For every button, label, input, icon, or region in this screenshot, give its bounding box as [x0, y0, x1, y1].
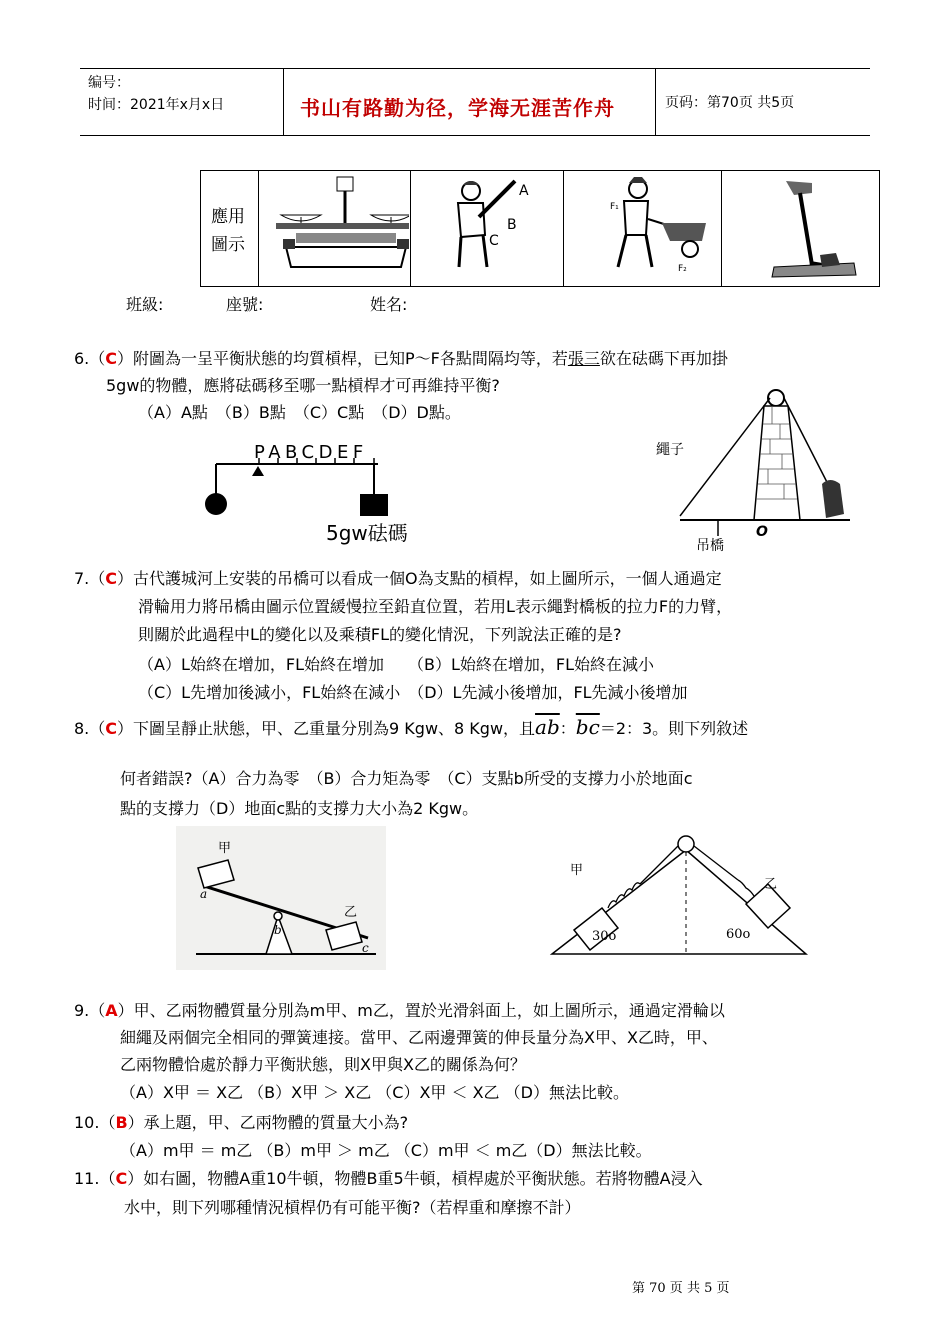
page-footer: 第 70 页 共 5 页	[632, 1281, 730, 1296]
q6-line2: 5gw的物體，應將砝碼移至哪一點槓桿才可再維持平衡?	[106, 376, 500, 395]
q7-answer: C	[105, 569, 118, 588]
q6-name: 張三	[567, 349, 600, 368]
label-yi: 乙	[344, 905, 358, 920]
weight-label: 5gw砝碼	[326, 521, 408, 545]
q8-line1: 8.（C）下圖呈靜止狀態，甲、乙重量分別為9 Kgw、8 Kgw，且$\overline{ab}$：$\overline{bc}=2$：3。則下列敘述	[74, 715, 749, 739]
segment-ab: $\overline{ab}$	[535, 715, 560, 739]
lever-point-labels: PABCDEF	[254, 442, 368, 463]
label-a: a	[200, 887, 208, 901]
q8-line3: 點的支撐力（D）地面c點的支撐力大小為2 Kgw。	[120, 799, 479, 818]
q6-line1: 6.（C）附圖為一呈平衡狀態的均質槓桿，已知P～F各點間隔均等，若張三欲在砝碼下再加掛	[74, 349, 728, 368]
header-divider	[283, 68, 284, 135]
crowbar-image	[724, 175, 876, 281]
label-b: b	[274, 923, 282, 937]
q7-options-2: （C）L先增加後減小，FL始終在減小 （D）L先減小後增加，FL先減小後增加	[138, 683, 688, 702]
label-jia: 甲	[218, 841, 232, 856]
q7-line3: 則關於此過程中L的變化以及乘積FL的變化情況，下列說法正確的是?	[138, 625, 622, 644]
q7-line1: 7.（C）古代護城河上安裝的吊橋可以看成一個O為支點的槓桿，如上圖所示，一個人通過定	[74, 569, 722, 588]
class-label: 班級:	[126, 295, 164, 314]
segment-bc: $\overline{bc}$	[575, 715, 600, 739]
incline-label-yi: 乙	[764, 877, 778, 892]
header-divider	[655, 68, 656, 135]
header-motto: 书山有路勤为径，学海无涯苦作舟	[300, 96, 615, 120]
angle-60-label: 60o	[726, 927, 751, 942]
q9-line3: 乙兩物體恰處於靜力平衡狀態，則X甲與X乙的關係為何？	[120, 1055, 526, 1074]
table-row-label: 應用 圖示	[211, 207, 245, 255]
label-F2: F₂	[678, 264, 687, 274]
incline-pulley-figure	[546, 826, 812, 962]
drawbridge-figure	[650, 384, 870, 556]
label-F1: F₁	[610, 202, 619, 212]
label-C: C	[489, 233, 499, 249]
q9-options: （A）X甲 ＝ X乙 （B）X甲 ＞ X乙 （C）X甲 ＜ X乙 （D）無法比較。	[120, 1083, 629, 1102]
header-top-rule	[80, 68, 870, 69]
q11-line1: 11.（C）如右圖，物體A重10牛頓，物體B重5牛頓，槓桿處於平衡狀態。若將物體A浸入	[74, 1169, 703, 1188]
q9-answer: A	[105, 1001, 118, 1020]
q9-line2: 細繩及兩個完全相同的彈簧連接。當甲、乙兩邊彈簧的伸長量分為X甲、X乙時，甲、	[120, 1028, 718, 1047]
q11-line2: 水中，則下列哪種情況槓桿仍有可能平衡?（若桿重和摩擦不計）	[124, 1198, 581, 1217]
seat-label: 座號:	[226, 295, 264, 314]
q9-line1: 9.（A）甲、乙兩物體質量分別為m甲、m乙，置於光滑斜面上，如上圖所示，通過定滑輪以	[74, 1001, 725, 1020]
code-label: 编号：	[88, 75, 130, 91]
label-c: c	[362, 941, 369, 955]
incline-label-jia: 甲	[570, 863, 584, 878]
q10-options: （A）m甲 ＝ m乙 （B）m甲 ＞ m乙 （C）m甲 ＜ m乙（D）無法比較。	[120, 1141, 652, 1160]
lever-figure	[196, 436, 426, 548]
q6-options: （A）A點 （B）B點 （C）C點 （D）D點。	[138, 403, 461, 422]
application-figure-table	[200, 170, 880, 287]
label-B: B	[507, 217, 517, 233]
seesaw-figure	[176, 826, 386, 970]
time-label: 时间：2021年x月x日	[88, 97, 225, 113]
q11-answer: C	[115, 1169, 128, 1188]
q10-line1: 10.（B）承上題，甲、乙兩物體的質量大小為?	[74, 1113, 409, 1132]
q8-answer: C	[105, 719, 118, 738]
wheelbarrow-image	[566, 175, 718, 281]
q10-answer: B	[115, 1113, 128, 1132]
bat-swing-image	[413, 175, 561, 281]
balance-scale-image	[261, 175, 409, 281]
name-label: 姓名:	[370, 295, 408, 314]
pivot-label: O	[756, 524, 768, 540]
q7-line2: 滑輪用力將吊橋由圖示位置緩慢拉至鉛直位置，若用L表示繩對橋板的拉力F的力臂，	[138, 597, 733, 616]
q7-options-1: （A）L始終在增加，FL始終在增加 （B）L始終在增加，FL始終在減小	[138, 655, 654, 674]
label-A: A	[519, 183, 529, 199]
q6-answer: C	[105, 349, 118, 368]
bridge-label: 吊橋	[696, 538, 724, 554]
q8-line2: 何者錯誤?（A）合力為零 （B）合力矩為零 （C）支點b所受的支撐力小於地面c	[120, 769, 693, 788]
rope-label: 繩子	[656, 442, 684, 458]
angle-30-label: 30o	[592, 929, 617, 944]
page-label: 页码：第70页 共5页	[665, 95, 795, 111]
header-left	[88, 72, 224, 139]
